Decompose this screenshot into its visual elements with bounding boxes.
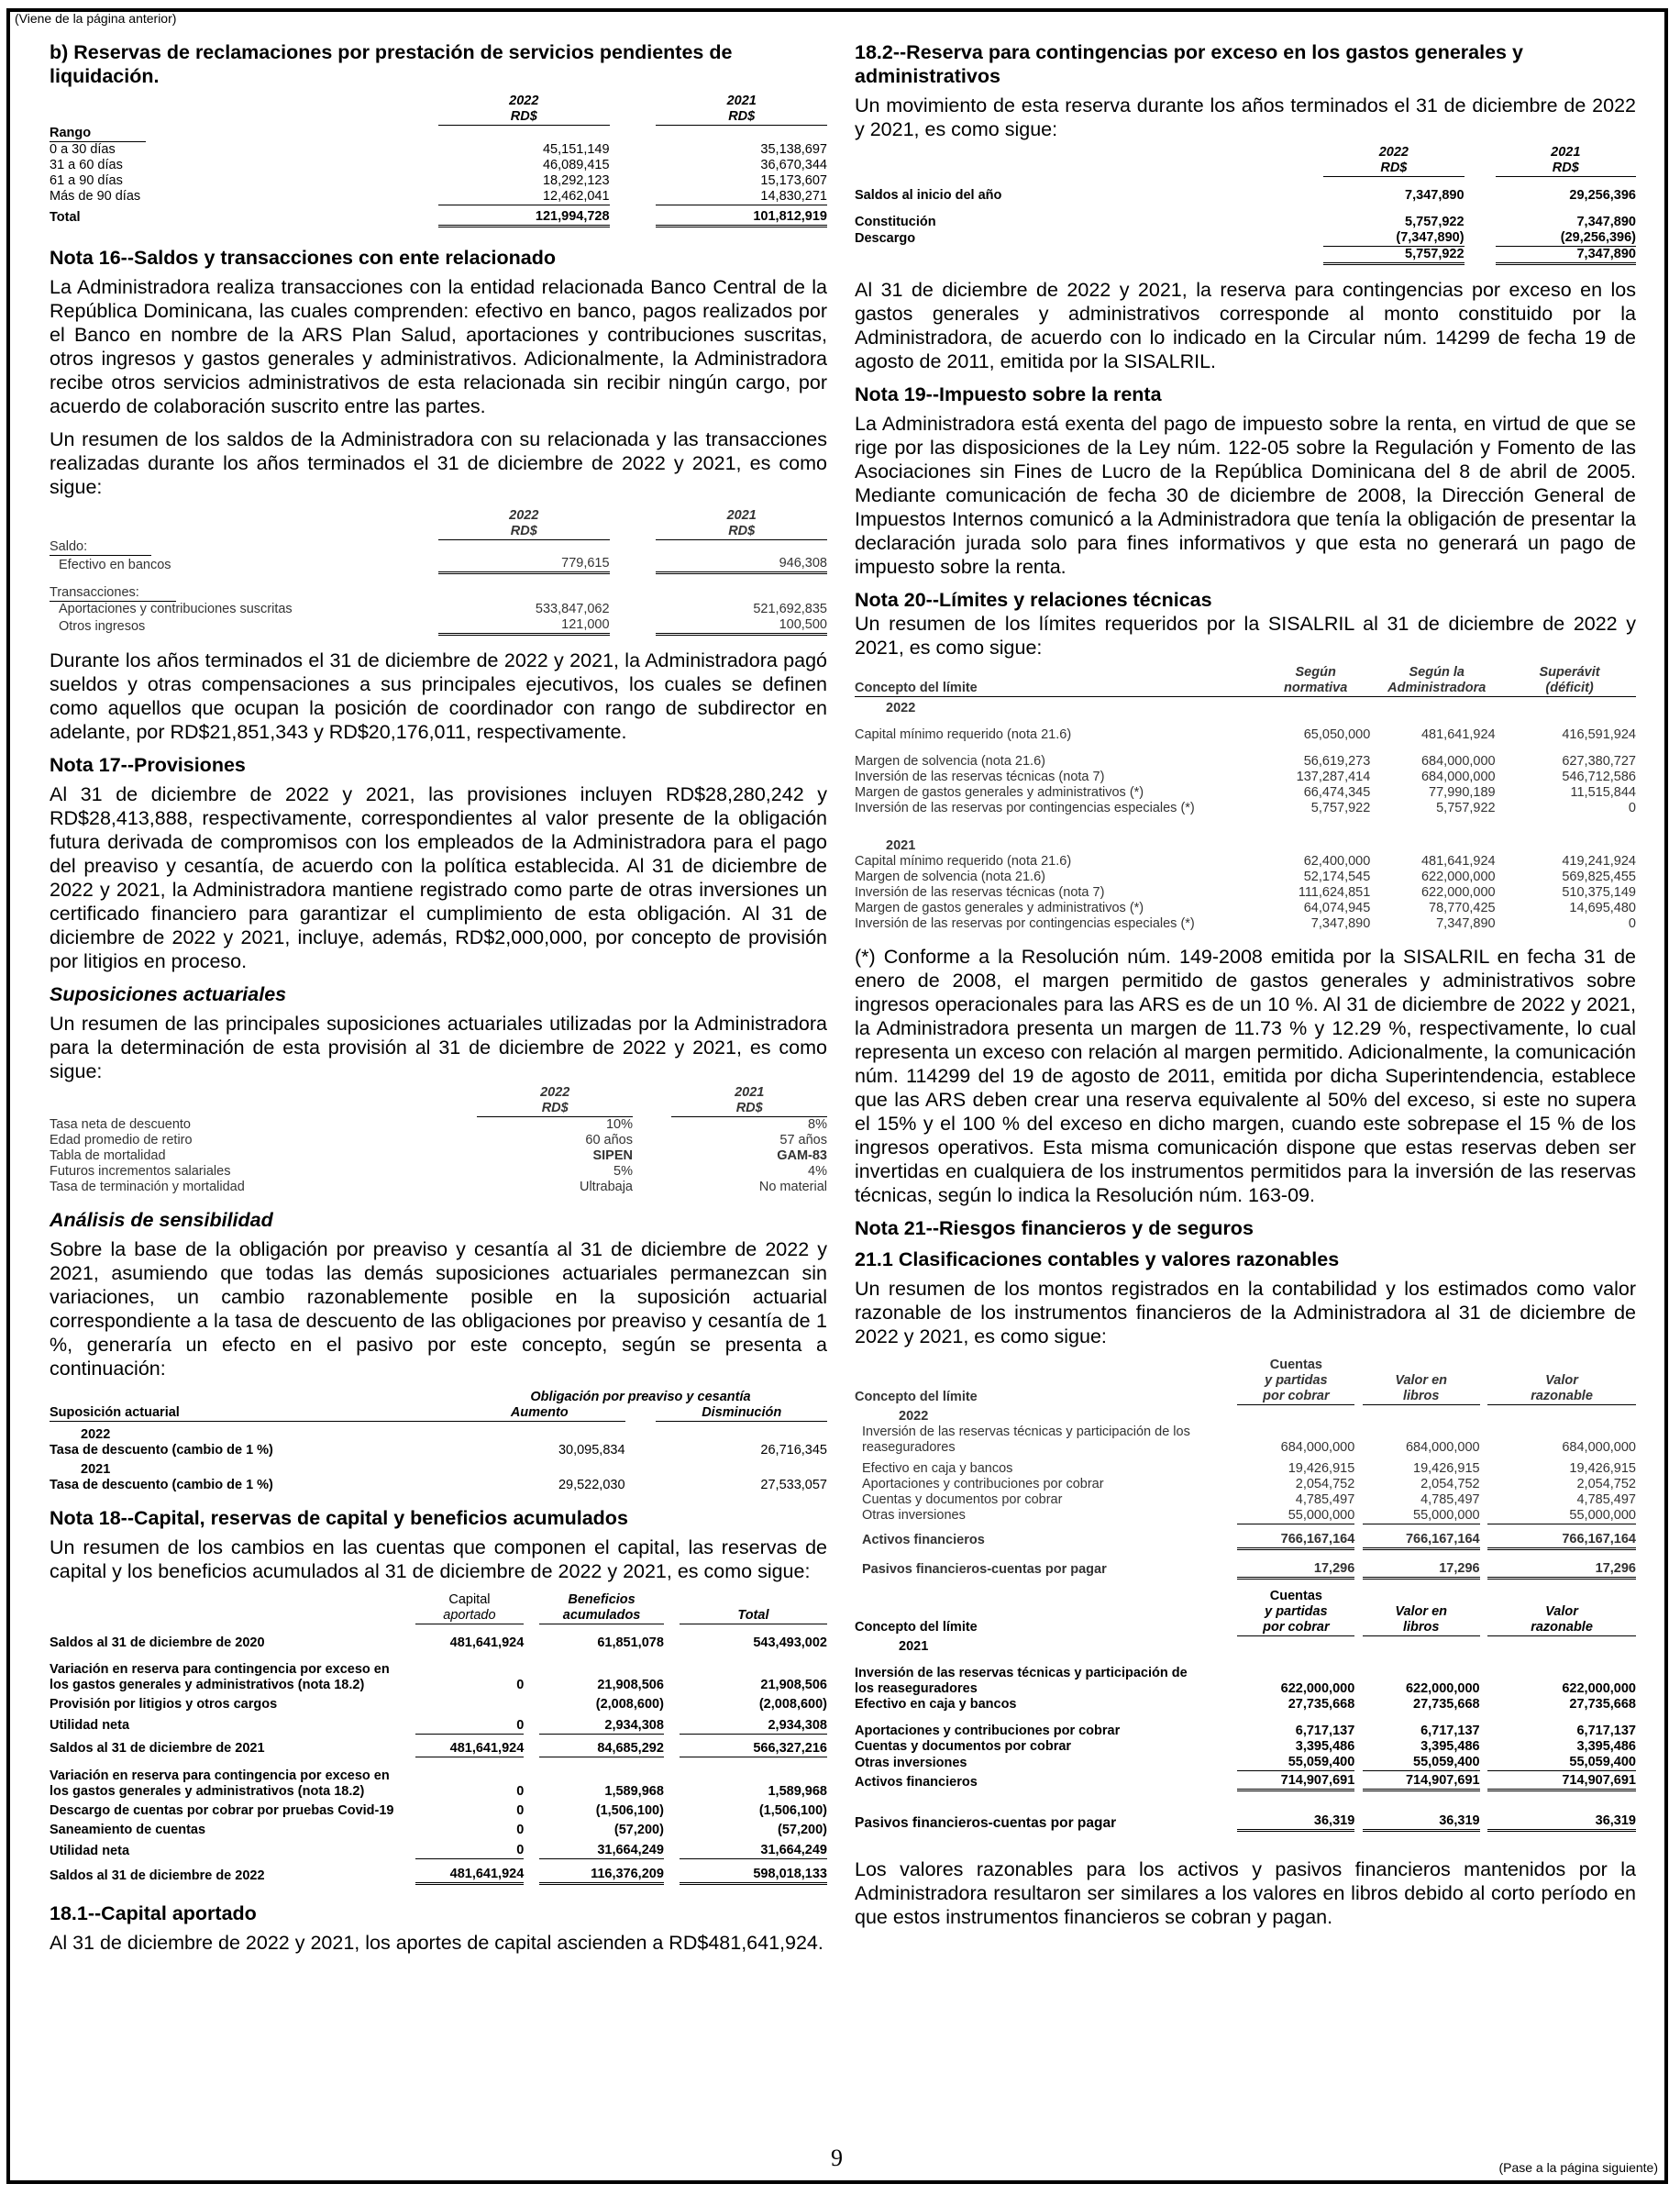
nota18-2-title: 18.2--Reserva para contingencias por exceso en los gastos generales y administrativos — [855, 41, 1523, 87]
table-row: Tasa de descuento (cambio de 1 %) 29,522,030 27,533,057 — [50, 1478, 827, 1492]
table-row: Margen de solvencia (nota 21.6) 56,619,273 684,000,000 627,380,727 — [855, 754, 1636, 769]
table-row: Inversión de las reservas por contingencias especiales (*) 5,757,922 5,757,922 0 — [855, 801, 1636, 815]
limits-table: Según Según la Superávit Concepto del límite normativa Administradora (déficit) 2022 Capital mínimo requerido (nota 21.6) 65,050,000 481,641,924 416,591,924 Margen de solvencia (nota 21.6) 56,619,273 684,000,000 627,380,727 Inversión de las reservas técnicas (nota 7) 137,287,414 684,000,000 546,712,586 Margen de gastos generales y administrativos (*) 66,474,345 77,990,189 11,515,844 Inversión de las reservas por contingencias especiales (*) 5,757,922 5,757,922 0 2021 Capital mínimo requerido (nota 21.6) 62,400,000 481,641,924 419,241,924 Margen de solvencia (nota 21.6) 52,174,545 622,000,000 569,825,455 Inversión de las reservas técnicas (nota 7) 111,624,851 622,000,000 510,375,149 Margen de gastos generales y administrativos (*) 64,074,945 78,770,425 14,695,480 Inversión de las reservas por contingencias especiales (*) 7,347,890 7,347,890 0 — [855, 665, 1636, 931]
reserves-b-table: 2022 2021 RD$ RD$ Rango 0 a 30 días 45,151,149 35,138,697 31 a 60 días 46,089,415 36,670,344 61 a 90 días 18,292,123 15,173,607 Más de 90 días 12,462,041 14,830,271 Total 121,994,728 101,812,919 — [50, 94, 827, 225]
table-total-row: Pasivos financieros-cuentas por pagar 36,319 36,319 36,319 — [855, 1813, 1636, 1831]
table-row: Tasa de descuento (cambio de 1 %) 30,095,834 26,716,345 — [50, 1443, 827, 1458]
table-row: Cuentas y documentos por cobrar 3,395,486 3,395,486 3,395,486 — [855, 1739, 1636, 1754]
table-total-row: Activos financieros 714,907,691 714,907,691 714,907,691 — [855, 1771, 1636, 1790]
table-row: Capital mínimo requerido (nota 21.6) 62,400,000 481,641,924 419,241,924 — [855, 854, 1636, 869]
nota19-p1: La Administradora está exenta del pago de impuesto sobre la renta, en virtud de que se rige por las disposiciones de la Ley núm. 122-05 sobre la Regulación y Fomento de las Asociaciones sin Fines de Lucro de la República Dominicana del 8 de abril de 2005. Mediante comunicación de fecha 30 de diciembre de 2008, la Dirección General de Impuestos Internos comunicó a la Administradora que tenía la obligación de presentar la declaración jurada solo para fines informativos y que esta no generará un pago de impuesto sobre la renta. — [855, 413, 1636, 578]
fair-value-table-2022: Cuentas y partidas Valor en Valor Concepto del límite por cobrar libros razonable 2022 Inversión de las reservas técnicas y participación de los reaseguradores 684,000,000 684,000,000 684,000,000 Efectivo en caja y bancos 19,426,915 19,426,915 19,426,915 Aportaciones y contribuciones por cobrar 2,054,752 2,054,752 2,054,752 Cuentas y documentos por cobrar 4,785,497 4,785,497 4,785,497 Otras inversiones 55,000,000 55,000,000 55,000,000 Activos financieros 766,167,164 766,167,164 766,167,164 Pasivos financieros-cuentas por pagar 17,296 17,296 17,296 — [855, 1358, 1636, 1577]
nota17-sub2: Análisis de sensibilidad — [50, 1209, 273, 1231]
table-row: Efectivo en bancos 779,615 946,308 — [59, 556, 827, 572]
table-row: Inversión de las reservas técnicas (nota 7) 137,287,414 684,000,000 546,712,586 — [855, 770, 1636, 784]
table-row: 31 a 60 días 46,089,415 36,670,344 — [50, 157, 827, 172]
table-row: Aportaciones y contribuciones por cobrar 2,054,752 2,054,752 2,054,752 — [862, 1476, 1636, 1491]
table-row: Inversión de las reservas técnicas y participación de los reaseguradores 684,000,000 684,000,000 684,000,000 — [862, 1424, 1636, 1455]
table-row: Tasa de terminación y mortalidad Ultrabaja No material — [50, 1180, 827, 1194]
table-total-row: Pasivos financieros-cuentas por pagar 17,296 17,296 17,296 — [862, 1560, 1636, 1577]
nota21-1-title: 21.1 Clasificaciones contables y valores razonables — [855, 1248, 1340, 1270]
table-subtotal-row: Saldos al 31 de diciembre de 2021 481,641,924 84,685,292 566,327,216 — [50, 1734, 827, 1757]
nota17-title: Nota 17--Provisiones — [50, 754, 246, 776]
right-column — [855, 40, 1636, 1938]
footer-note: (Pase a la página siguiente) — [1498, 2160, 1658, 2175]
nota21-title: Nota 21--Riesgos financieros y de seguros — [855, 1217, 1254, 1239]
table-total-row: 5,757,922 7,347,890 — [855, 247, 1636, 264]
table-row: Variación en reserva para contingencia por exceso en los gastos generales y administrativos (nota 18.2) 0 21,908,506 21,908,506 — [50, 1662, 827, 1692]
table-row: Efectivo en caja y bancos 27,735,668 27,735,668 27,735,668 — [855, 1697, 1636, 1712]
table-row: Otras inversiones 55,000,000 55,000,000 55,000,000 — [862, 1507, 1636, 1523]
nota18-2-p1: Un movimiento de esta reserva durante los años terminados el 31 de diciembre de 2022 y 2021, es como sigue: — [855, 94, 1636, 140]
table-row: Aportaciones y contribuciones suscritas 533,847,062 521,692,835 — [59, 602, 827, 616]
table-row: Margen de solvencia (nota 21.6) 52,174,545 622,000,000 569,825,455 — [855, 870, 1636, 884]
table-row: 61 a 90 días 18,292,123 15,173,607 — [50, 172, 827, 188]
nota17-sub1: Suposiciones actuariales — [50, 983, 287, 1005]
rango-label: Rango — [50, 126, 146, 142]
nota19-title: Nota 19--Impuesto sobre la renta — [855, 383, 1162, 405]
table-row: Utilidad neta 0 31,664,249 31,664,249 — [50, 1838, 827, 1859]
table-row: Inversión de las reservas por contingencias especiales (*) 7,347,890 7,347,890 0 — [855, 916, 1636, 931]
table-row: Utilidad neta 0 2,934,308 2,934,308 — [50, 1713, 827, 1734]
table-row: Edad promedio de retiro 60 años 57 años — [50, 1133, 827, 1147]
table-row: Tasa neta de descuento 10% 8% — [50, 1117, 827, 1132]
table-row: Más de 90 días 12,462,041 14,830,271 — [50, 188, 827, 204]
table-total-row: Saldos al 31 de diciembre de 2022 481,641,924 116,376,209 598,018,133 — [50, 1859, 827, 1884]
table-row: Descargo de cuentas por cobrar por pruebas Covid-19 0 (1,506,100) (1,506,100) — [50, 1802, 827, 1818]
table-row: Otras inversiones 55,059,400 55,059,400 55,059,400 — [855, 1755, 1636, 1770]
table-total-row: Total 121,994,728 101,812,919 — [50, 205, 827, 226]
fair-value-table-2021: Cuentas y partidas Valor en Valor Concepto del límite por cobrar libros razonable 2021 Inversión de las reservas técnicas y participación de los reaseguradores 622,000,000 622,000,000 622,000,000 Efectivo en caja y bancos 27,735,668 27,735,668 27,735,668 Aportaciones y contribuciones por cobrar 6,717,137 6,717,137 6,717,137 Cuentas y documentos por cobrar 3,395,486 3,395,486 3,395,486 Otras inversiones 55,059,400 55,059,400 55,059,400 Activos financieros 714,907,691 714,907,691 714,907,691 Pasivos financieros-cuentas por pagar 36,319 36,319 36,319 — [855, 1588, 1636, 1831]
table-row: Saneamiento de cuentas 0 (57,200) (57,200) — [50, 1822, 827, 1837]
nota17-p1: Al 31 de diciembre de 2022 y 2021, las provisiones incluyen RD$28,280,242 y RD$28,413,888, respectivamente, correspondientes al valor presente de la obligación futura derivada de compromisos con los empleados de la Administradora para el pago del preaviso y cesantía, de acuerdo con la política establecida. Al 31 de diciembre de 2022 y 2021, la Administradora mantiene registrado como parte de otras inversiones un certificado financiero para garantizar el cumplimiento de esta obligación. Al 31 de diciembre de 2022 y 2021, incluye, además, RD$2,000,000, por concepto de provisión por litigios en proceso. — [50, 783, 827, 972]
table-row: Margen de gastos generales y administrativos (*) 64,074,945 78,770,425 14,695,480 — [855, 901, 1636, 915]
nota20-p1: Un resumen de los límites requeridos por la SISALRIL al 31 de diciembre de 2022 y 2021, es como sigue: — [855, 613, 1636, 659]
nota18-p1: Un resumen de los cambios en las cuentas que componen el capital, las reservas de capital y los beneficios acumulados al 31 de diciembre de 2022 y 2021, es como sigue: — [50, 1536, 827, 1582]
assumptions-table: 2022 2021 RD$ RD$ Tasa neta de descuento 10% 8% Edad promedio de retiro 60 años 57 años Tabla de mortalidad SIPEN GAM-83 Futuros incrementos salariales 5% 4% Tasa de terminación y mortalidad Ultrabaja No material — [50, 1085, 827, 1194]
table-row: Efectivo en caja y bancos 19,426,915 19,426,915 19,426,915 — [862, 1460, 1636, 1476]
table-row: Inversión de las reservas técnicas y participación de los reaseguradores 622,000,000 622,000,000 622,000,000 — [855, 1666, 1636, 1696]
table-row: Capital mínimo requerido (nota 21.6) 65,050,000 481,641,924 416,591,924 — [855, 727, 1636, 742]
nota16-p2: Un resumen de los saldos de la Administradora con su relacionada y las transacciones realizadas durante los años terminados el 31 de diciembre de 2022 y 2021, es como sigue: — [50, 427, 827, 498]
nota17-p2: Un resumen de las principales suposiciones actuariales utilizadas por la Administradora para la determinación de esta provisión al 31 de diciembre de 2022 y 2021, es como sigue: — [50, 1013, 827, 1082]
nota18-title: Nota 18--Capital, reservas de capital y beneficios acumulados — [50, 1507, 628, 1529]
nota20-p2: (*) Conforme a la Resolución núm. 149-2008 emitida por la SISALRIL en fecha 31 de enero de 2008, el margen permitido de gastos generales y administrativos sobre ingresos operacionales para las ARS es de un 10 %. Al 31 de diciembre de 2022 y 2021, la Administradora presenta un margen de 11.73 % y 12.29 %, respectivamente, lo cual representa un exceso con relación al margen permitido. Adicionalmente, la comunicación núm. 114299 del 19 de agosto de 2011, emitida por dicha Superintendencia, establece que las ARS deben crear una reserva equivalente al 50% del exceso, si este no supera el 15% y el 100 % del exceso en dicho margen, cuando este sobrepase el 15 % de los ingresos operativos. Esta misma comunicación dispone que estas reservas deben ser invertidas en cualquiera de los instrumentos permitidos para la inversión de las reservas técnicas, según lo indica la Resolución núm. 163-09. — [855, 946, 1636, 1206]
nota21-p2: Los valores razonables para los activos y pasivos financieros mantenidos por la Administradora resultaron ser similares a los valores en libros debido al corto período en que estos instrumentos financieros se cobran y pagan. — [855, 1858, 1636, 1928]
table-row: Margen de gastos generales y administrativos (*) 66,474,345 77,990,189 11,515,844 — [855, 785, 1636, 800]
header-note: (Viene de la página anterior) — [15, 11, 177, 26]
nota18-1-title: 18.1--Capital aportado — [50, 1902, 257, 1924]
table-row: Futuros incrementos salariales 5% 4% — [50, 1164, 827, 1179]
reserves-b-title: b) Reservas de reclamaciones por prestación de servicios pendientes de liquidación. — [50, 41, 733, 87]
sensitivity-table: Obligación por preaviso y cesantía Suposición actuarial Aumento Disminución 2022 Tasa de descuento (cambio de 1 %) 30,095,834 26,716,345 2021 Tasa de descuento (cambio de 1 %) 29,522,030 27,533,057 — [50, 1390, 827, 1492]
table-row: Saldos al inicio del año 7,347,890 29,256,396 — [855, 188, 1636, 203]
nota18-1-p: Al 31 de diciembre de 2022 y 2021, los aportes de capital ascienden a RD$481,641,924. — [50, 1932, 823, 1954]
table-row: Provisión por litigios y otros cargos (2,008,600) (2,008,600) — [50, 1697, 827, 1712]
page-number: 9 — [831, 2145, 843, 2171]
table-row: Saldos al 31 de diciembre de 2020 481,641,924 61,851,078 543,493,002 — [50, 1635, 827, 1650]
capital-table: Capital Beneficios aportado acumulados Total Saldos al 31 de diciembre de 2020 481,641,924 61,851,078 543,493,002 Variación en reserva para contingencia por exceso en los gastos generales y administrativos (nota 18.2) 0 21,908,506 21,908,506 Provisión por litigios y otros cargos (2,008,600) (2,008,600) Utilidad neta 0 2,934,308 2,934,308 Saldos al 31 de diciembre de 2021 481,641,924 84,685,292 566,327,216 Variación en reserva para contingencia por exceso en los gastos generales y administrativos (nota 18.2) 0 1,589,968 1,589,968 Descargo de cuentas por cobrar por pruebas Covid-19 0 (1,506,100) (1,506,100) Saneamiento de cuentas 0 (57,200) (57,200) Utilidad neta 0 31,664,249 31,664,249 Saldos al 31 de diciembre de 2022 481,641,924 116,376,209 598,018,133 — [50, 1592, 827, 1883]
table-row: Tabla de mortalidad SIPEN GAM-83 — [50, 1148, 827, 1163]
nota16-title: Nota 16--Saldos y transacciones con ente relacionado — [50, 246, 557, 269]
table-row: Aportaciones y contribuciones por cobrar 6,717,137 6,717,137 6,717,137 — [855, 1724, 1636, 1738]
left-column — [50, 40, 827, 1964]
reserve-movement-table: 2022 2021 RD$ RD$ Saldos al inicio del año 7,347,890 29,256,396 Constitución 5,757,922 7,347,890 Descargo (7,347,890) (29,256,396) 5,757,922 7,347,890 — [855, 145, 1636, 265]
nota16-p3: Durante los años terminados el 31 de diciembre de 2022 y 2021, la Administradora pagó sueldos y otras compensaciones a sus principales ejecutivos, los cuales se definen como aquellos que ocupan la posición de coordinador con rango de subdirector en adelante, por RD$21,851,343 y RD$20,176,011, respectivamente. — [50, 649, 827, 743]
nota21-p1: Un resumen de los montos registrados en la contabilidad y los estimados como valor razonable de los instrumentos financieros de la Administradora al 31 de diciembre de 2022 y 2021, es como sigue: — [855, 1278, 1636, 1347]
table-row: Cuentas y documentos por cobrar 4,785,497 4,785,497 4,785,497 — [862, 1491, 1636, 1507]
table-total-row: Activos financieros 766,167,164 766,167,164 766,167,164 — [855, 1524, 1636, 1548]
nota16-p1: La Administradora realiza transacciones con la entidad relacionada Banco Central de la República Dominicana, las cuales comprenden: efectivo en banco, pagos realizados por el Banco en nombre de la ARS Plan Salud, aportaciones y contribuciones suscritas, otros ingresos y gastos generales y administrativos. Adicionalmente, la Administradora recibe otros servicios administrativos de esta relacionada sin recibir ningún cargo, por acuerdo de colaboración suscrito entre las partes. — [50, 275, 827, 417]
table-row: Variación en reserva para contingencia por exceso en los gastos generales y administrativos (nota 18.2) 0 1,589,968 1,589,968 — [50, 1768, 827, 1799]
nota18-2-p2: Al 31 de diciembre de 2022 y 2021, la reserva para contingencias por exceso en los gastos generales y administrativos corresponde al monto constituido por la Administradora, de acuerdo con lo indicado en la Circular núm. 14299 de fecha 19 de agosto de 2011, emitida por la SISALRIL. — [855, 279, 1636, 372]
table-row: Inversión de las reservas técnicas (nota 7) 111,624,851 622,000,000 510,375,149 — [855, 885, 1636, 900]
nota17-p3: Sobre la base de la obligación por preaviso y cesantía al 31 de diciembre de 2022 y 2021, asumiendo que todas las demás suposiciones actuariales permanezcan sin variaciones, un cambio razonablemente posible en la suposición actuarial correspondiente a la tasa de descuento de las obligaciones por preaviso y cesantía de 1 %, generaría un efecto en el pasivo por este concepto, según se presenta a continuación: — [50, 1238, 827, 1380]
table-row: Descargo (7,347,890) (29,256,396) — [855, 230, 1636, 246]
table-row: Constitución 5,757,922 7,347,890 — [855, 215, 1636, 229]
table-row: Otros ingresos 121,000 100,500 — [59, 617, 827, 634]
nota16-table: 2022 2021 RD$ RD$ Saldo: Efectivo en bancos 779,615 946,308 Transacciones: Aportaciones y contribuciones suscritas 533,847,062 521,692,835 Otros ingresos 121,000 100,500 — [50, 507, 827, 634]
table-row: 0 a 30 días 45,151,149 35,138,697 — [50, 141, 827, 157]
nota20-title: Nota 20--Límites y relaciones técnicas — [855, 589, 1212, 611]
